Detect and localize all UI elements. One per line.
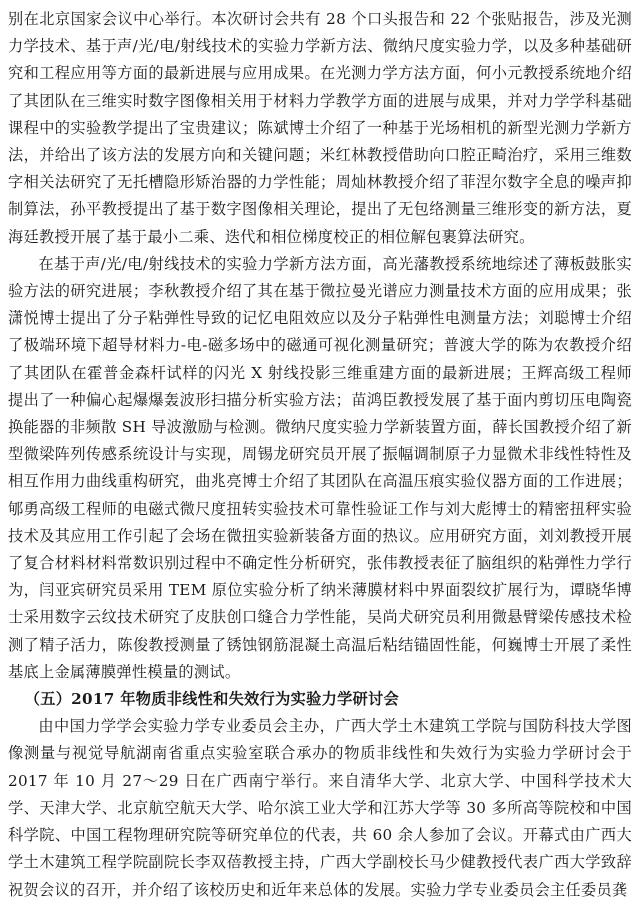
- paragraph: 由中国力学学会实验力学专业委员会主办，广西大学土木建筑工学院与国防科技大学图像测量与视觉导航湖南省重点实验室联合承办的物质非线性和失效行为实验力学研讨会于 2017 年 10 月 27～29 日在广西南宁举行。来自清华大学、北京大学、中国科学技术大学、天津大学、北京航空航天大学、哈尔滨工业大学和江苏大学等 30 多所高等院校和中国科学院、中国工程物理研究院等研究单位的代表，共 60 余人参加了会议。开幕式由广西大学土木建筑工程学院副院长李双蓓教授主持，广西大学副校长马少健教授代表广西大学致辞祝贺会议的召开，并介绍了该校历史和近年来总体的发展。实验力学专业委员会主任委员龚: [8, 717, 632, 899]
- paragraph: 在基于声/光/电/射线技术的实验力学新方法方面，高光藩教授系统地综述了薄板鼓胀实验方法的研究进展；李秋教授介绍了其在基于微拉曼光谱应力测量技术方面的应用成果；张潇悦博士提出了分子粘弹性导致的记忆电阻效应以及分子粘弹性电测量方法；刘聪博士介绍了极端环境下超导材料力-电-磁多场中的磁通可视化测量研究；普渡大学的陈为农教授介绍了其团队在霍普金森杆试样的闪光 X 射线投影三维重建方面的最新进展；王辉高级工程师提出了一种偏心起爆爆轰波形扫描分析实验方法；苗鸿臣教授发展了基于面内剪切压电陶瓷换能器的非频散 SH 导波激励与检测。微纳尺度实验力学新装置方面，薛长国教授介绍了新型微梁阵列传感系统设计与实现，周锡龙研究员开展了振幅调制原子力显微术非线性特性及相互作用力曲线重构研究，曲兆亮博士介绍了其团队在高温压痕实验仪器方面的工作进展；郇勇高级工程师的电磁式微尺度扭转实验技术可靠性验证工作与刘大彪博士的精密扭秤实验技术及其应用工作引起了会场在微扭实验新装备方面的热议。应用研究方面，刘刘教授开展了复合材料材料常数识别过程中不确定性分析研究，张伟教授表征了脑组织的粘弹性力学行为，闫亚宾研究员采用 TEM 原位实验分析了纳米薄膜材料中界面裂纹扩展行为，谭晓华博士采用数字云纹技术研究了皮肤创口缝合力学性能，吴尚犬研究员利用微悬臂梁传感技术检测了精子活力，陈俊教授测量了锈蚀钢筋混凝土高温后粘结锚固性能，何巍博士开展了柔性基底上金属薄膜弹性模量的测试。: [8, 254, 632, 681]
- section-heading: （五）2017 年物质非线性和失效行为实验力学研讨会: [24, 690, 400, 709]
- paragraph: 别在北京国家会议中心举行。本次研讨会共有 28 个口头报告和 22 个张贴报告，涉及光测力学技术、基于声/光/电/射线技术的实验力学新方法、微纳尺度实验力学，以及多种基础研究和工程应用等方面的最新进展与应用成果。在光测力学方法方面，何小元教授系统地介绍了其团队在三维实时数字图像相关用于材料力学教学方面的进展与成果，并对力学学科基础课程中的实验教学提出了宝贵建议；陈斌博士介绍了一种基于光场相机的新型光测力学新方法，并给出了该方法的发展方向和关键问题；米红林教授借助向口腔正畸治疗，采用三维数字相关法研究了无托槽隐形矫治器的力学性能；周灿林教授介绍了菲涅尔数字全息的噪声抑制算法，孙平教授提出了基于数字图像相关理论，提出了无包络测量三维形变的新方法，夏海廷教授开展了基于最小二乘、迭代和相位梯度校正的相位解包裹算法研究。: [8, 10, 632, 246]
